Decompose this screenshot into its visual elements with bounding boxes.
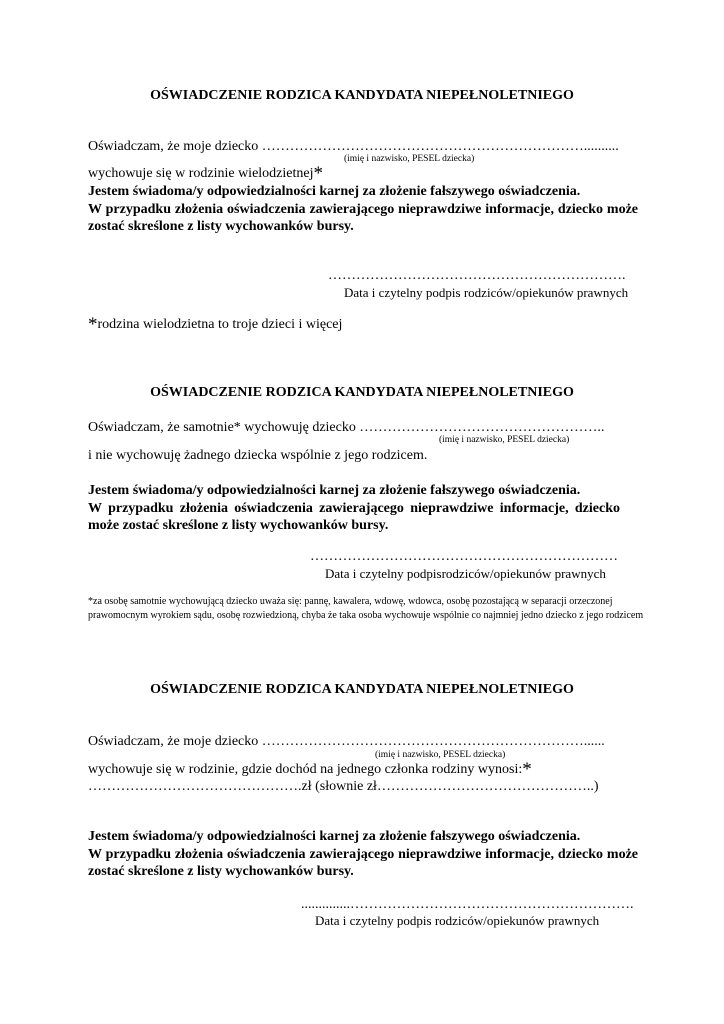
section3-child-hint: (imię i nazwisko, PESEL dziecka) — [375, 750, 506, 760]
section2-signature-label: Data i czytelny podpisrodziców/opiekunów prawnych — [325, 566, 606, 581]
section2-no-coparent-line: i nie wychowuję żadnego dziecka wspólnie z jego rodzicem. — [88, 448, 428, 463]
section2-liability-statement: Jestem świadoma/y odpowiedzialności karnej za złożenie fałszywego oświadczenia. — [88, 483, 581, 498]
section3-removal-warning: W przypadku złożenia oświadczenia zawierającego nieprawdziwe informacje, dziecko może zostać skreślone z listy wychowanków bursy. — [88, 847, 638, 879]
section2-signature-line: ………………………………………………………… — [310, 549, 618, 564]
section3-income-text: wychowuje się w rodzinie, gdzie dochód na jednego członka rodziny wynosi: — [88, 762, 523, 777]
section1-child-hint: (imię i nazwisko, PESEL dziecka) — [344, 154, 475, 164]
section3-statement-line: Oświadczam, że moje dziecko ……………………………………………………………...... — [88, 734, 605, 749]
section2-removal-warning: W przypadku złożenia oświadczenia zawierającego nieprawdziwe informacje, dziecko może zostać skreślone z listy wychowanków bursy. — [88, 501, 620, 533]
section1-footnote-asterisk: * — [88, 314, 98, 335]
section3-signature-label: Data i czytelny podpis rodziców/opiekunów prawnych — [315, 913, 600, 928]
section3-liability-statement: Jestem świadoma/y odpowiedzialności karnej za złożenie fałszywego oświadczenia. — [88, 829, 581, 844]
section1-large-family-text: wychowuje się w rodzinie wielodzietnej — [88, 166, 314, 181]
section1-title: OŚWIADCZENIE RODZICA KANDYDATA NIEPEŁNOLETNIEGO — [150, 88, 574, 103]
section3-asterisk: * — [522, 759, 532, 780]
section1-asterisk: * — [313, 163, 323, 184]
section1-footnote — [88, 314, 343, 335]
section1-removal-warning: W przypadku złożenia oświadczenia zawierającego nieprawdziwe informacje, dziecko może zostać skreślone z listy wychowanków bursy. — [88, 202, 638, 234]
section3-income-line — [88, 759, 532, 780]
section2-footnote: *za osobę samotnie wychowującą dziecko uważa się: pannę, kawalera, wdowę, wdowca, osobę pozostającą w separacji orzeczonej prawomocnym wyrokiem sądu, osobę rozwiedzioną, chyba że taka osoba wychowuje wspólnie co najmniej jedno dziecko z jego rodzicem — [88, 596, 644, 621]
section3-title: OŚWIADCZENIE RODZICA KANDYDATA NIEPEŁNOLETNIEGO — [150, 682, 574, 697]
section1-statement-line: Oświadczam, że moje dziecko …………………………………………………………….......... — [88, 139, 619, 154]
section1-footnote-text: rodzina wielodzietna to troje dzieci i więcej — [97, 317, 343, 332]
section1-signature-label: Data i czytelny podpis rodziców/opiekunów prawnych — [344, 285, 629, 300]
section3-signature-line: ..............……………………………………………………. — [301, 897, 634, 912]
section2-child-hint: (imię i nazwisko, PESEL dziecka) — [439, 435, 570, 445]
section1-liability-statement: Jestem świadoma/y odpowiedzialności karnej za złożenie fałszywego oświadczenia. — [88, 184, 581, 199]
section1-signature-line: ………………………………………………………. — [328, 268, 626, 283]
section2-title: OŚWIADCZENIE RODZICA KANDYDATA NIEPEŁNOLETNIEGO — [150, 385, 574, 400]
section2-statement-line: Oświadczam, że samotnie* wychowuję dziecko …………………………………………….. — [88, 420, 605, 435]
section3-amount-line: ……………………………………….zł (słownie zł………………………………………..) — [88, 779, 599, 794]
section1-large-family-line — [88, 163, 323, 184]
